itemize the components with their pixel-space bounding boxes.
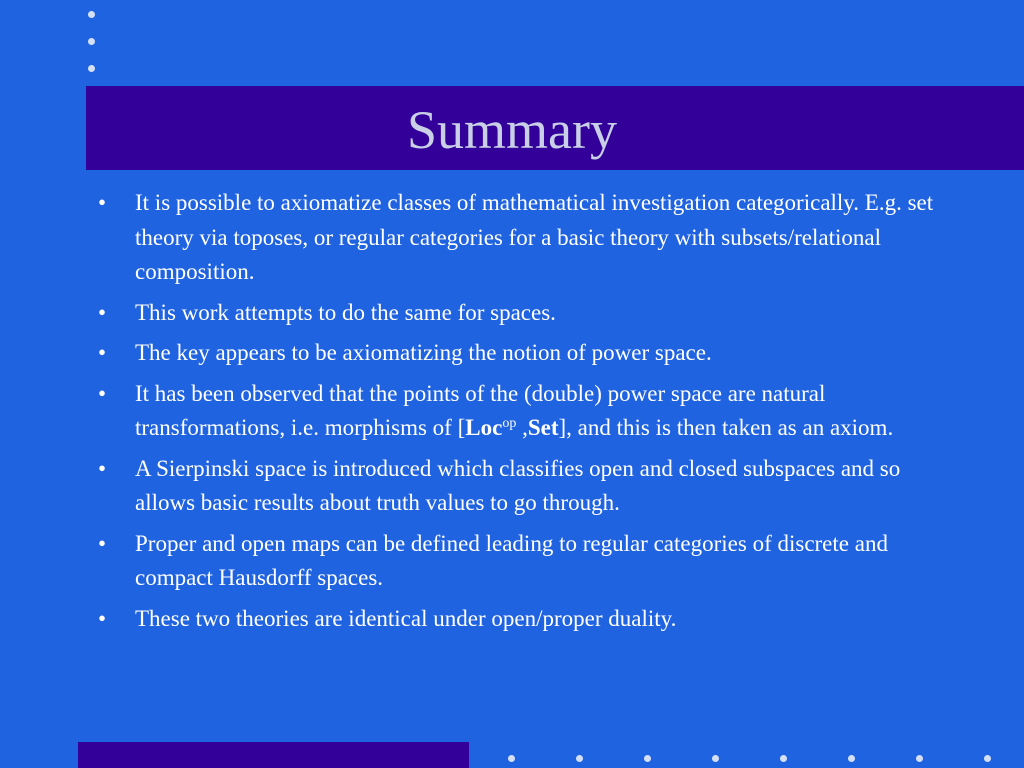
bullet-item: [96, 602, 956, 637]
bullet-item: [96, 377, 956, 446]
dot-icon: [508, 755, 515, 762]
bullet-icon: •: [98, 530, 107, 556]
bullet-text: This work attempts to do the same for spaces.: [135, 299, 556, 325]
dot-icon: [780, 755, 787, 762]
bullet-list: [96, 186, 956, 642]
bullet-text: Proper and open maps can be defined leading to regular categories of discrete and compact Hausdorff spaces.: [135, 530, 888, 590]
dot-icon: [644, 755, 651, 762]
bullet-text: These two theories are identical under open/proper duality.: [135, 605, 677, 631]
bullet-text-before: It has been observed that the points of the (double) power space are natural transformations, i.e. morphisms of [: [135, 380, 826, 440]
bottom-band: [78, 742, 469, 768]
dot-icon: [984, 755, 991, 762]
bullet-icon: •: [98, 380, 107, 406]
bullet-text: The key appears to be axiomatizing the notion of power space.: [135, 340, 712, 365]
bullet-text: It is possible to axiomatize classes of mathematical investigation categorically. E.g. set theory via toposes, or regular categories for a basic theory with subsets/relational composition.: [135, 190, 934, 284]
separator: ,: [516, 415, 528, 440]
bullet-text-after: ], and this is then taken as an axiom.: [558, 415, 894, 440]
slide-title: Summary: [407, 100, 617, 160]
dot-icon: [916, 755, 923, 762]
bullet-item: [96, 336, 956, 371]
bullet-icon: •: [98, 605, 107, 631]
bullet-item: [96, 527, 956, 596]
dot-icon: [848, 755, 855, 762]
bullet-icon: •: [98, 455, 107, 481]
dot-icon: [576, 755, 583, 762]
bullet-item: [96, 186, 956, 290]
bullet-text: A Sierpinski space is introduced which classifies open and closed subspaces and so allows basic results about truth values to go through.: [135, 455, 901, 515]
dot-icon: [88, 65, 95, 72]
dot-icon: [712, 755, 719, 762]
dot-icon: [88, 11, 95, 18]
bullet-item: [96, 296, 956, 331]
decorative-dots-left: [88, 11, 98, 92]
superscript-op: op: [502, 416, 517, 431]
dot-icon: [88, 38, 95, 45]
bold-set: Set: [527, 415, 559, 440]
bullet-icon: •: [98, 190, 107, 215]
bullet-icon: •: [98, 299, 107, 325]
bold-loc: Loc: [465, 415, 503, 440]
bullet-item: [96, 452, 956, 521]
bullet-icon: •: [98, 340, 107, 365]
